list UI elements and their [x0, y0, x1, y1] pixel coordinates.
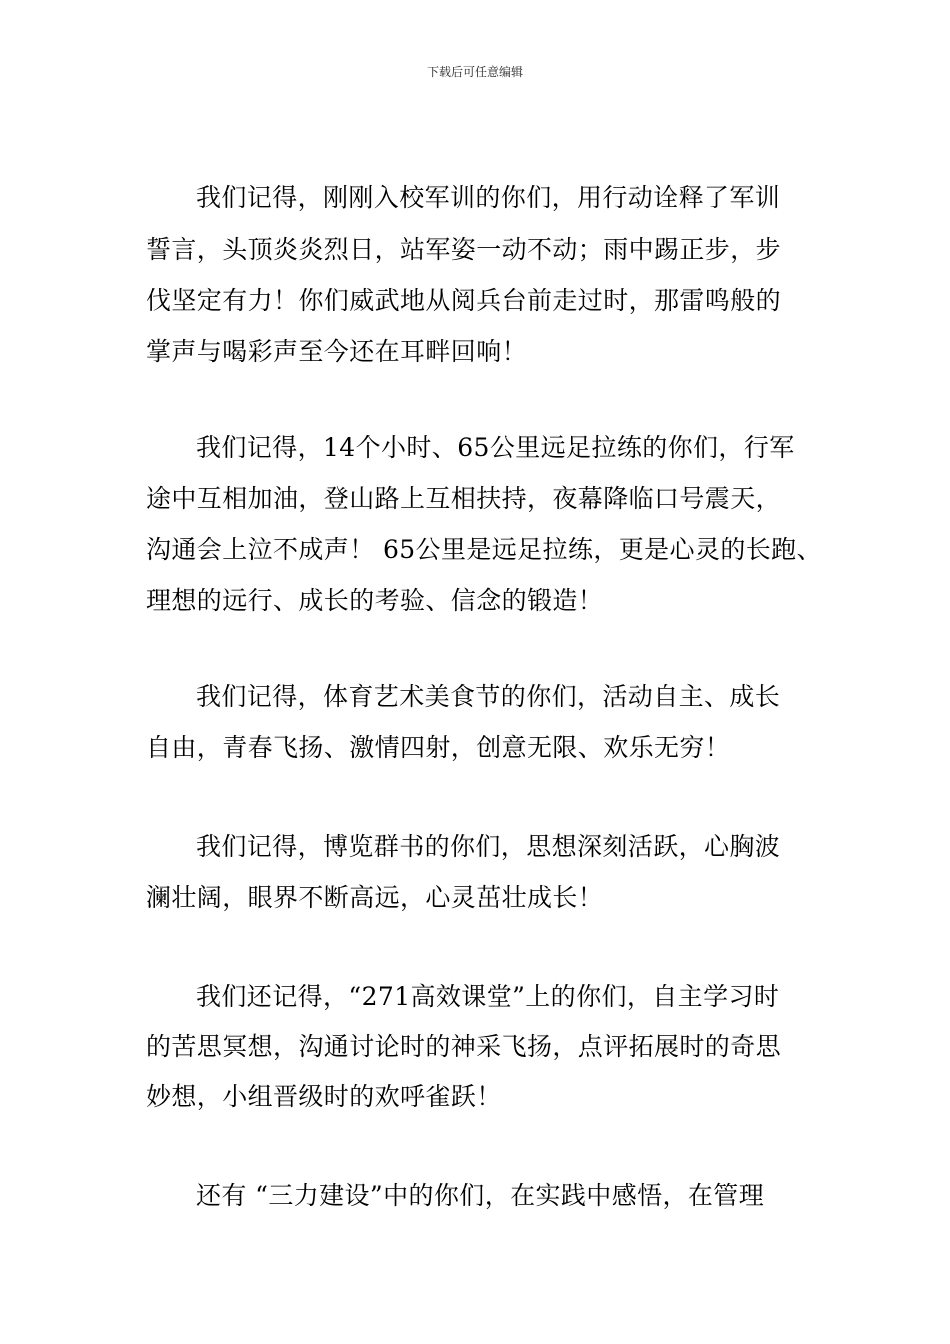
paragraph-3-line-2: 自由，青春飞扬、激情四射，创意无限、欢乐无穷！ [146, 733, 731, 762]
paragraph-1-line-1: 我们记得，刚刚入校军训的你们，用行动诠释了军训 [196, 183, 781, 212]
paragraph-2-line-1: 我们记得，14个小时、65公里远足拉练的你们，行军 [196, 433, 795, 462]
paragraph-4-line-1: 我们记得，博览群书的你们，思想深刻活跃，心胸波 [196, 832, 781, 861]
paragraph-3-line-1: 我们记得，体育艺术美食节的你们，活动自主、成长 [196, 682, 781, 711]
page-header-note: 下载后可任意编辑 [426, 65, 523, 79]
paragraph-1-line-4: 掌声与喝彩声至今还在耳畔回响！ [146, 337, 528, 366]
paragraph-5-line-3: 妙想，小组晋级时的欢呼雀跃！ [146, 1082, 502, 1111]
paragraph-6-line-1: 还有 “三力建设”中的你们，在实践中感悟，在管理 [196, 1181, 765, 1210]
paragraph-2-line-3: 沟通会上泣不成声！ 65公里是远足拉练，更是心灵的长跑、 [146, 535, 822, 564]
paragraph-1-line-3: 伐坚定有力！你们威武地从阅兵台前走过时，那雷鸣般的 [146, 286, 782, 315]
paragraph-2-line-2: 途中互相加油，登山路上互相扶持，夜幕降临口号震天， [146, 484, 782, 513]
paragraph-1-line-2: 誓言，头顶炎炎烈日，站军姿一动不动；雨中踢正步，步 [146, 235, 782, 264]
paragraph-2-line-4: 理想的远行、成长的考验、信念的锻造！ [146, 586, 604, 615]
paragraph-5-line-2: 的苦思冥想，沟通讨论时的神采飞扬，点评拓展时的奇思 [146, 1032, 782, 1061]
paragraph-5-line-1: 我们还记得，“271高效课堂”上的你们，自主学习时 [196, 982, 780, 1011]
paragraph-4-line-2: 澜壮阔，眼界不断高远，心灵茁壮成长！ [146, 883, 604, 912]
